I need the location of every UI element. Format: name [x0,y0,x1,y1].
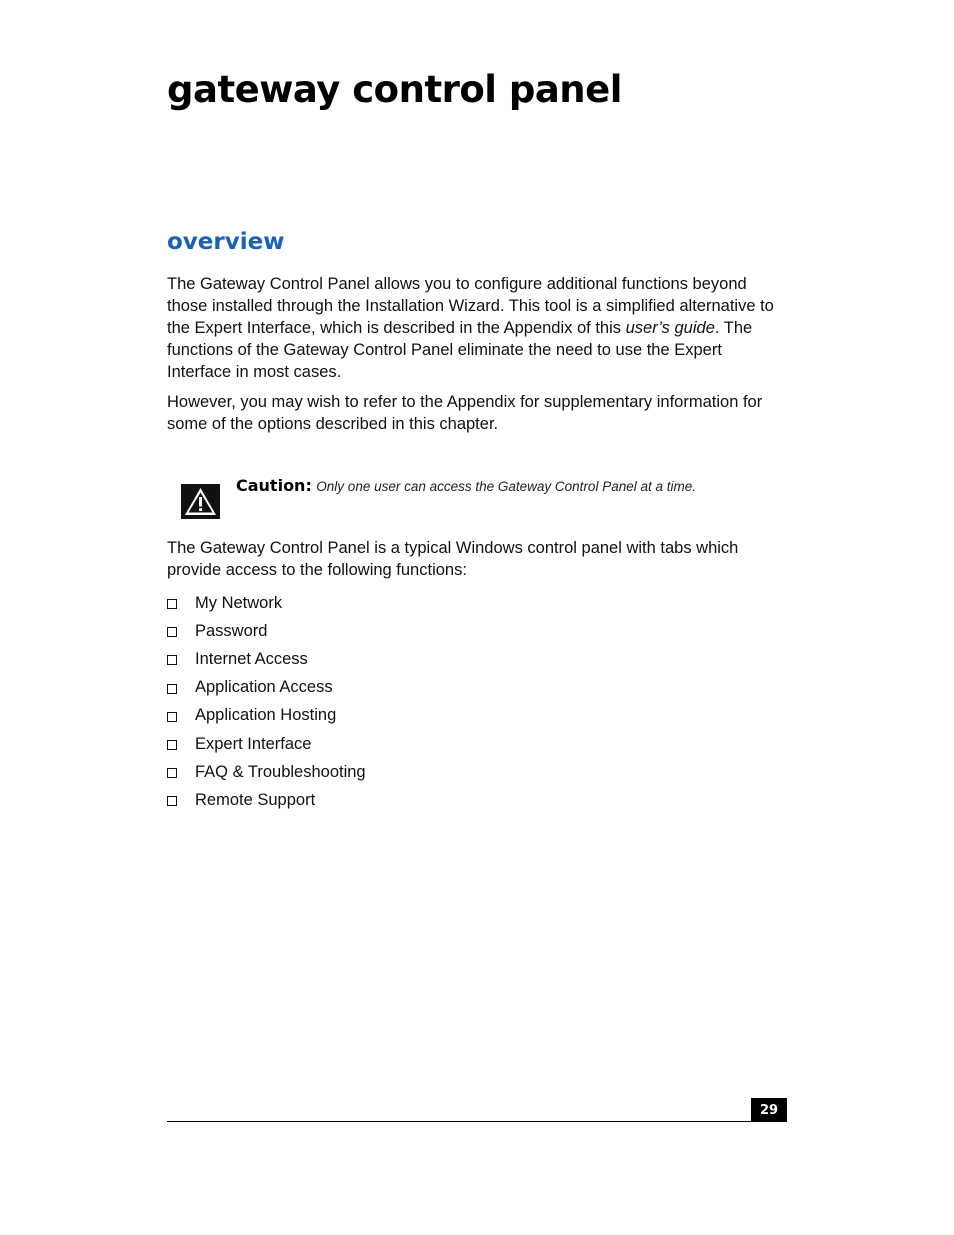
list-item-label: Application Access [195,678,333,697]
users-guide-reference: user’s guide [625,319,715,337]
section-heading-overview: overview [167,229,285,255]
functions-list [167,589,366,815]
list-item-label: Password [195,621,268,640]
appendix-paragraph: However, you may wish to refer to the Appendix for supplementary information for some of the options described in this chapter. [167,393,763,433]
functions-intro-paragraph: The Gateway Control Panel is a typical Windows control panel with tabs which provide access to the following functions: [167,539,739,579]
intro-text-start: The Gateway Control Panel allows you to configure additional functions beyond those installed through the Installation Wizard. This tool is a simplified alternative to the Expert Interface, which is described in the Appendix of this [167,275,774,337]
checkbox-bullet-icon [167,768,177,778]
page-title: gateway control panel [167,68,622,111]
list-item-label: FAQ & Troubleshooting [195,762,366,781]
intro-paragraph [167,273,787,383]
caution-icon [181,484,220,519]
page-number: 29 [751,1098,787,1122]
caution-note [236,475,696,498]
list-item-label: My Network [195,593,283,612]
list-item [167,589,366,617]
caution-label: Caution: [236,476,312,495]
list-item-label: Expert Interface [195,734,312,753]
checkbox-bullet-icon [167,599,177,609]
caution-text: Only one user can access the Gateway Control Panel at a time. [316,479,696,494]
checkbox-bullet-icon [167,627,177,637]
list-item-label: Application Hosting [195,706,337,725]
intro-text-end: . The functions of the Gateway Control Panel eliminate the need to use the Expert Interface in most cases. [167,319,753,381]
list-item [167,702,366,730]
checkbox-bullet-icon [167,684,177,694]
list-item-label: Remote Support [195,790,316,809]
list-item [167,674,366,702]
list-item [167,645,366,673]
footer-rule [167,1121,787,1122]
list-item [167,786,366,814]
checkbox-bullet-icon [167,655,177,665]
checkbox-bullet-icon [167,796,177,806]
list-item [167,758,366,786]
list-item-label: Internet Access [195,649,308,668]
list-item [167,617,366,645]
checkbox-bullet-icon [167,712,177,722]
checkbox-bullet-icon [167,740,177,750]
list-item [167,730,366,758]
